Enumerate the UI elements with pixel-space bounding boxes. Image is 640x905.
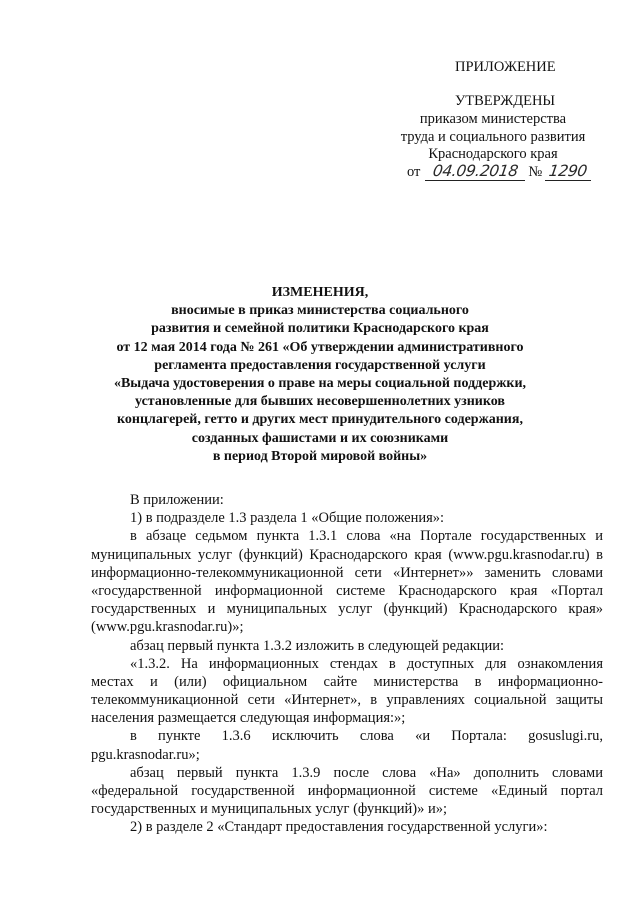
document-title-line: концлагерей, гетто и других мест принудительного содержания, bbox=[117, 412, 523, 428]
paragraph-line: «1.3.2. На информационных стендах в доступных для ознакомления bbox=[130, 655, 603, 672]
paragraph-line: абзац первый пункта 1.3.9 после слова «На» дополнить словами bbox=[130, 764, 603, 781]
approval-date-prefix: от bbox=[407, 164, 421, 180]
paragraph-line: населения размещается следующая информация:»; bbox=[91, 710, 406, 727]
paragraph-line: 1) в подразделе 1.3 раздела 1 «Общие положения»: bbox=[130, 510, 445, 527]
document-title-line: установленные для бывших несовершеннолетних узников bbox=[135, 394, 505, 410]
paragraph-line: «государственной информационной системе Краснодарского края «Портал bbox=[91, 582, 603, 599]
paragraph-line: муниципальных услуг (функций) Краснодарского края (www.pgu.krasnodar.ru) в bbox=[91, 546, 603, 563]
approval-authority-line: приказом министерства bbox=[419, 111, 567, 127]
document-title bbox=[40, 284, 600, 466]
paragraph-line: «федеральной государственной информационной системе «Единый портал bbox=[91, 783, 603, 799]
paragraph-line: государственных и муниципальных услуг (функций)» и»; bbox=[91, 801, 448, 818]
paragraph-line: В приложении: bbox=[130, 492, 224, 508]
approval-date-field bbox=[425, 163, 525, 181]
paragraph bbox=[91, 509, 603, 527]
approval-number-sign: № bbox=[528, 164, 543, 180]
paragraph bbox=[91, 637, 603, 655]
document-title-line: вносимые в приказ министерства социального bbox=[171, 303, 469, 319]
approval-authority bbox=[393, 111, 593, 164]
paragraph bbox=[91, 764, 603, 819]
paragraph bbox=[91, 527, 603, 636]
approval-date-line bbox=[407, 162, 591, 182]
paragraph-line: местах и (или) официальном сайте министерства в информационно- bbox=[91, 673, 603, 690]
paragraph-line: в абзаце седьмом пункта 1.3.1 слова «на Портале государственных и bbox=[130, 528, 603, 545]
paragraph-line: государственных и муниципальных услуг (функций) Краснодарского края» bbox=[91, 601, 603, 618]
paragraph-line: (www.pgu.krasnodar.ru)»; bbox=[91, 619, 244, 636]
appendix-label: ПРИЛОЖЕНИЕ bbox=[455, 59, 556, 75]
document-title-line: развития и семейной политики Краснодарского края bbox=[151, 321, 489, 337]
paragraph bbox=[91, 727, 603, 763]
paragraph-line: телекоммуникационной сети «Интернет», в управлениях социальной защиты bbox=[91, 692, 603, 709]
paragraph-line: 2) в разделе 2 «Стандарт предоставления государственной услуги»: bbox=[130, 819, 548, 836]
document-body bbox=[91, 491, 603, 837]
paragraph-line: информационно-телекоммуникационной сети «Интернет»» заменить словами bbox=[91, 564, 603, 581]
document-title-line: созданных фашистами и их союзниками bbox=[191, 430, 449, 446]
paragraph-line: pgu.krasnodar.ru»; bbox=[91, 746, 200, 763]
paragraph bbox=[91, 655, 603, 728]
document-title-line: от 12 мая 2014 года № 261 «Об утверждении административного bbox=[116, 339, 524, 355]
document-title-line: регламента предоставления государственной услуги bbox=[154, 357, 486, 373]
approval-number-handwritten: 1290 bbox=[548, 162, 589, 180]
paragraph bbox=[91, 818, 603, 836]
paragraph-line: абзац первый пункта 1.3.2 изложить в следующей редакции: bbox=[130, 637, 505, 654]
document-title-heading: ИЗМЕНЕНИЯ, bbox=[271, 285, 369, 300]
approval-number-field bbox=[545, 163, 591, 181]
document-title-line: «Выдача удостоверения о праве на меры социальной поддержки, bbox=[113, 376, 527, 392]
approval-date-handwritten: 04.09.2018 bbox=[431, 162, 520, 180]
approval-authority-line: труда и социального развития bbox=[400, 128, 586, 145]
paragraph bbox=[91, 491, 603, 509]
document-title-line: в период Второй мировой войны» bbox=[212, 448, 428, 464]
paragraph-line: в пункте 1.3.6 исключить слова «и Портала: gosuslugi.ru, bbox=[130, 728, 603, 745]
approved-label: УТВЕРЖДЕНЫ bbox=[455, 93, 556, 109]
approval-authority-line: Краснодарского края bbox=[428, 146, 558, 162]
